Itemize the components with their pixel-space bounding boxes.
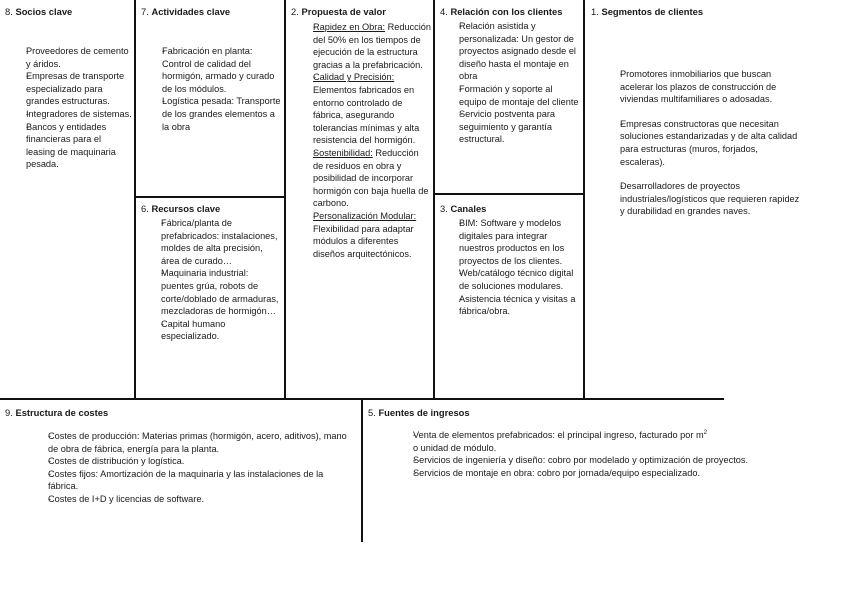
block-relacion-clientes	[440, 6, 582, 146]
block-title: 1. Segmentos de clientes	[591, 6, 704, 17]
divider-v-3	[433, 0, 435, 398]
block-title: 7. Actividades clave	[141, 6, 231, 17]
block-title: 5. Fuentes de ingresos	[368, 407, 470, 418]
list-item: - Servicios de montaje en obra: cobro por jornada/equipo especializado.	[394, 467, 768, 480]
list-item: - Relación asistida y personalizada: Un gestor de proyectos asignado desde el diseño hasta el montaje en obra	[440, 20, 582, 83]
list-item: - Fábrica/planta de prefabricados: instalaciones, moldes de alta precisión, área de curado…	[141, 217, 283, 267]
divider-v-1	[134, 0, 136, 398]
list-item: - Integradores de sistemas.	[5, 108, 132, 121]
list-item: - Desarrolladores de proyectos industriales/logísticos que requieren rapidez y durabilidad en grandes naves.	[591, 180, 803, 218]
list-item: - Costes de producción: Materias primas (hormigón, acero, aditivos), mano de obra de fábrica, energía para la planta.	[28, 430, 350, 455]
list-item: - Sostenibilidad: Reducción de residuos en obra y posibilidad de incorporar hormigón con baja huella de carbono.	[291, 147, 431, 210]
list-item: - Bancos y entidades financieras para el leasing de maquinaria pesada.	[5, 121, 132, 171]
list-item: - Web/catálogo técnico digital de soluciones modulares.	[440, 267, 582, 292]
divider-h-recursos	[134, 196, 285, 198]
list-item: - Costes fijos: Amortización de la maquinaria y las instalaciones de la fábrica.	[28, 468, 350, 493]
block-fuentes-ingresos	[368, 407, 768, 479]
list-item: - Fabricación en planta: Control de calidad del hormigón, armado y curado de los módulos.	[141, 45, 281, 95]
list-item: - Servicio postventa para seguimiento y garantía estructural.	[440, 108, 582, 146]
block-title: 8. Socios clave	[5, 6, 73, 17]
divider-v-4	[583, 0, 585, 398]
list-item: - Proveedores de cemento y áridos.	[5, 45, 132, 70]
block-actividades-clave	[141, 6, 281, 133]
block-title: 2. Propuesta de valor	[291, 6, 386, 17]
divider-v-bottom	[361, 398, 363, 542]
block-segmentos-clientes	[591, 6, 803, 218]
block-title: 9. Estructura de costes	[5, 407, 109, 418]
block-estructura-costes	[5, 407, 350, 506]
list-item: - Rapidez en Obra: Reducción del 50% en los tiempos de ejecución de la estructura gracias a la prefabricación.	[291, 21, 431, 71]
list-item: - Empresas de transporte especializado para grandes estructuras.	[5, 70, 132, 108]
list-item: - Asistencia técnica y visitas a fábrica/obra.	[440, 293, 582, 318]
divider-v-2	[284, 0, 286, 398]
divider-h-canales	[433, 193, 584, 195]
list-item: - Calidad y Precisión: Elementos fabricados en entorno controlado de fábrica, asegurando tolerancias mínimas y alta resistencia del hormigón.	[291, 71, 431, 147]
list-item: - Venta de elementos prefabricados: el principal ingreso, facturado por $m^2$ o unidad de módulo.	[394, 429, 768, 454]
list-item: - Personalización Modular: Flexibilidad para adaptar módulos a diferentes diseños arquitectónicos.	[291, 210, 431, 260]
list-item: - Logística pesada: Transporte de los grandes elementos a la obra	[141, 95, 281, 133]
list-item: - BIM: Software y modelos digitales para integrar nuestros productos en los proyectos de los clientes.	[440, 217, 582, 267]
list-item: - Servicios de ingeniería y diseño: cobro por modelado y optimización de proyectos.	[394, 454, 768, 467]
block-recursos-clave	[141, 203, 283, 343]
block-title: 3. Canales	[440, 203, 487, 214]
list-item: - Maquinaria industrial: puentes grúa, robots de corte/doblado de armaduras, mezcladoras de hormigón…	[141, 267, 283, 317]
list-item: - Promotores inmobiliarios que buscan acelerar los plazos de construcción de viviendas multifamiliares o adosadas.	[591, 68, 803, 106]
block-socios-clave	[5, 6, 132, 171]
block-canales	[440, 203, 582, 318]
block-title: 6. Recursos clave	[141, 203, 221, 214]
list-item: - Formación y soporte al equipo de montaje del cliente	[440, 83, 582, 108]
list-item: - Capital humano especializado.	[141, 318, 283, 343]
list-item: - Costes de I+D y licencias de software.	[28, 493, 350, 506]
block-propuesta-valor	[291, 6, 431, 260]
list-item: - Empresas constructoras que necesitan soluciones estandarizadas y de alta calidad para estructuras (muros, forjados, escaleras).	[591, 118, 803, 168]
list-item: - Costes de distribución y logística.	[28, 455, 350, 468]
block-title: 4. Relación con los clientes	[440, 6, 563, 17]
